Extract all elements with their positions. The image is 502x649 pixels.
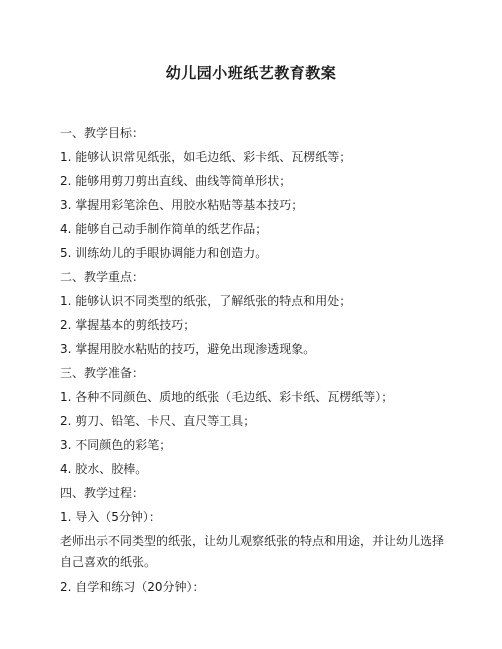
document-body bbox=[60, 121, 444, 599]
objective-item: 5. 训练幼儿的手眼协调能力和创造力。 bbox=[60, 246, 268, 260]
section-heading-objectives: 一、教学目标： bbox=[60, 126, 145, 140]
objective-item: 2. 能够用剪刀剪出直线、曲线等简单形状； bbox=[60, 174, 292, 188]
objective-item: 4. 能够自己动手制作简单的纸艺作品； bbox=[60, 222, 268, 236]
preparation-item: 1. 各种不同颜色、质地的纸张（毛边纸、彩卡纸、瓦楞纸等）； bbox=[60, 390, 394, 404]
objective-item: 3. 掌握用彩笔涂色、用胶水粘贴等基本技巧； bbox=[60, 198, 304, 212]
section-heading-preparation: 三、教学准备： bbox=[60, 366, 145, 380]
key-point-item: 2. 掌握基本的剪纸技巧； bbox=[60, 318, 196, 332]
key-point-item: 3. 掌握用胶水粘贴的技巧，避免出现渗透现象。 bbox=[60, 342, 316, 356]
preparation-item: 3. 不同颜色的彩笔； bbox=[60, 438, 172, 452]
process-step-text: 老师出示不同类型的纸张，让幼儿观察纸张的特点和用途，并让幼儿选择自己喜欢的纸张。 bbox=[60, 534, 445, 569]
preparation-item: 4. 胶水、胶棒。 bbox=[60, 462, 148, 476]
process-step-title: 1. 导入（5分钟）： bbox=[60, 510, 161, 524]
preparation-item: 2. 剪刀、铅笔、卡尺、直尺等工具； bbox=[60, 414, 256, 428]
document-title: 幼儿园小班纸艺教育教案 bbox=[165, 64, 337, 82]
section-heading-process: 四、教学过程： bbox=[60, 486, 145, 500]
objective-item: 1. 能够认识常见纸张，如毛边纸、彩卡纸、瓦楞纸等； bbox=[60, 150, 352, 164]
key-point-item: 1. 能够认识不同类型的纸张，了解纸张的特点和用处； bbox=[60, 294, 352, 308]
process-step-title: 2. 自学和练习（20分钟）： bbox=[60, 580, 205, 594]
section-heading-key-points: 二、教学重点： bbox=[60, 270, 145, 284]
